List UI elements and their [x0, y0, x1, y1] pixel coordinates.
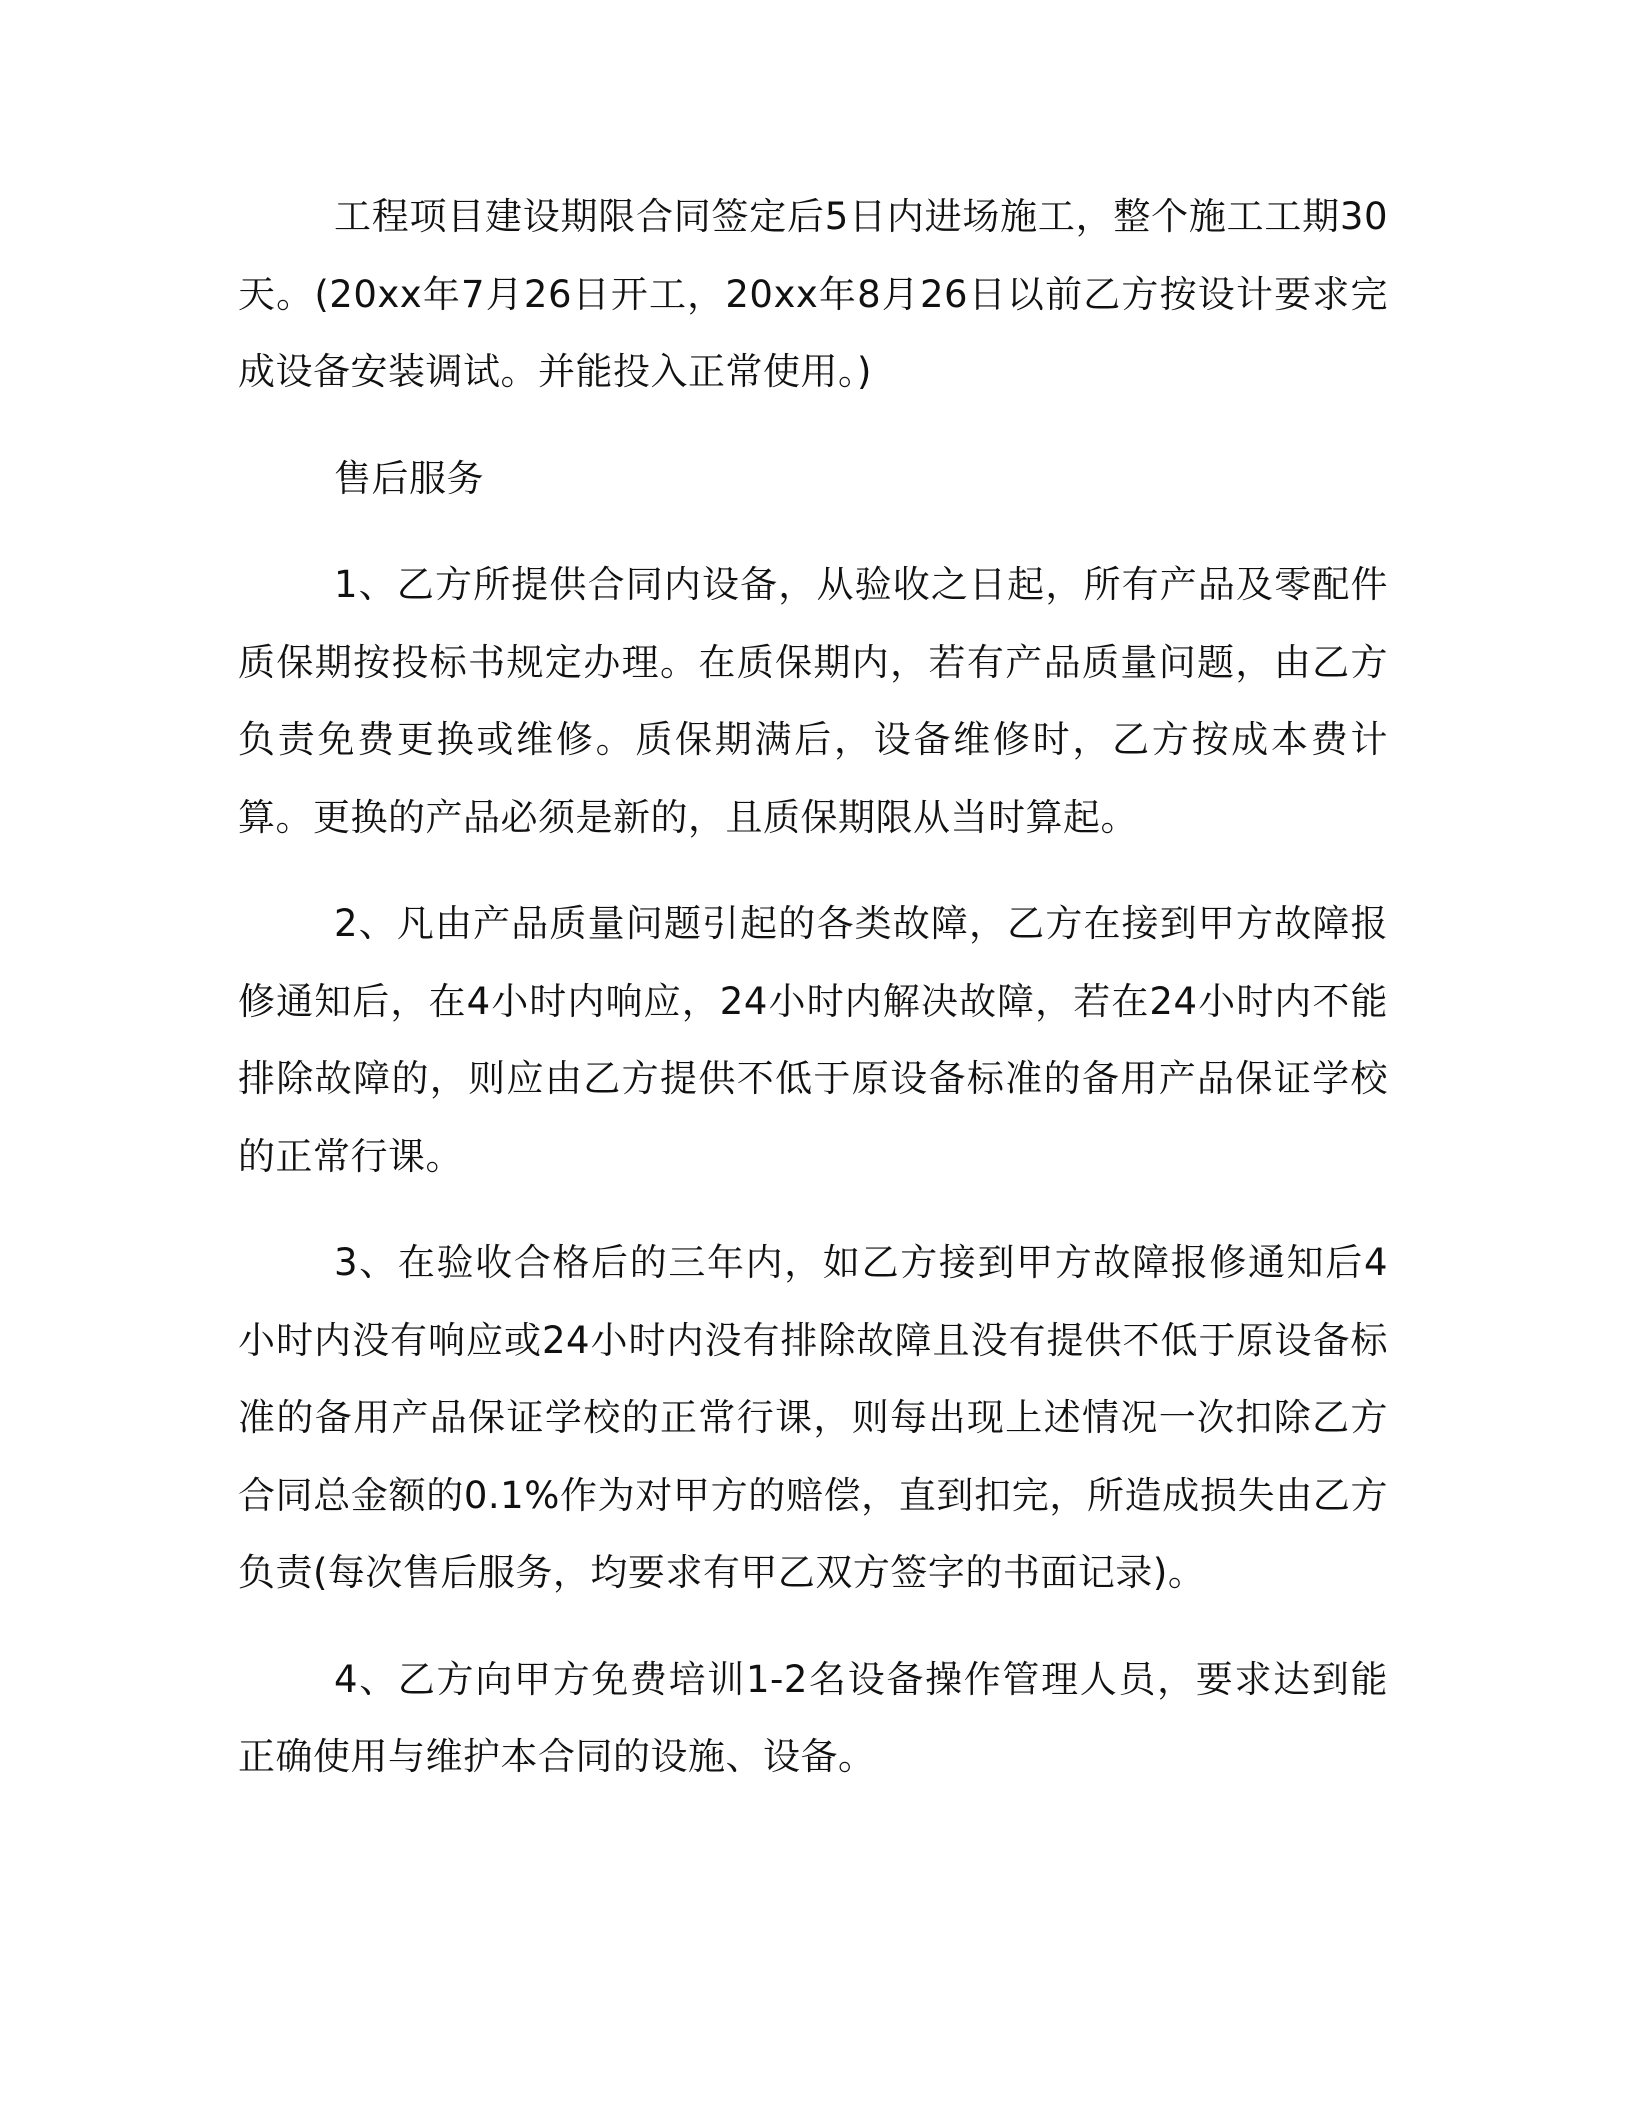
construction-period-paragraph: 工程项目建设期限合同签定后5日内进场施工，整个施工工期30天。(20xx年7月26日开工，20xx年8月26日以前乙方按设计要求完成设备安装调试。并能投入正常使用。)	[238, 195, 1388, 393]
clause-3-paragraph: 3、在验收合格后的三年内，如乙方接到甲方故障报修通知后4小时内没有响应或24小时内没有排除故障且没有提供不低于原设备标准的备用产品保证学校的正常行课，则每出现上述情况一次扣除乙方合同总金额的0.1%作为对甲方的赔偿，直到扣完，所造成损失由乙方负责(每次售后服务，均要求有甲乙双方签字的书面记录)。	[238, 1241, 1388, 1594]
section-heading-after-sales: 售后服务	[334, 456, 484, 500]
document-body	[238, 178, 1388, 1796]
clause-1-paragraph: 1、乙方所提供合同内设备，从验收之日起，所有产品及零配件质保期按投标书规定办理。在质保期内，若有产品质量问题，由乙方负责免费更换或维修。质保期满后，设备维修时，乙方按成本费计算。更换的产品必须是新的，且质保期限从当时算起。	[238, 563, 1388, 839]
clause-4-paragraph: 4、乙方向甲方免费培训1-2名设备操作管理人员，要求达到能正确使用与维护本合同的设施、设备。	[238, 1657, 1388, 1778]
clause-2-paragraph: 2、凡由产品质量问题引起的各类故障，乙方在接到甲方故障报修通知后，在4小时内响应，24小时内解决故障，若在24小时内不能排除故障的，则应由乙方提供不低于原设备标准的备用产品保证学校的正常行课。	[238, 902, 1388, 1178]
